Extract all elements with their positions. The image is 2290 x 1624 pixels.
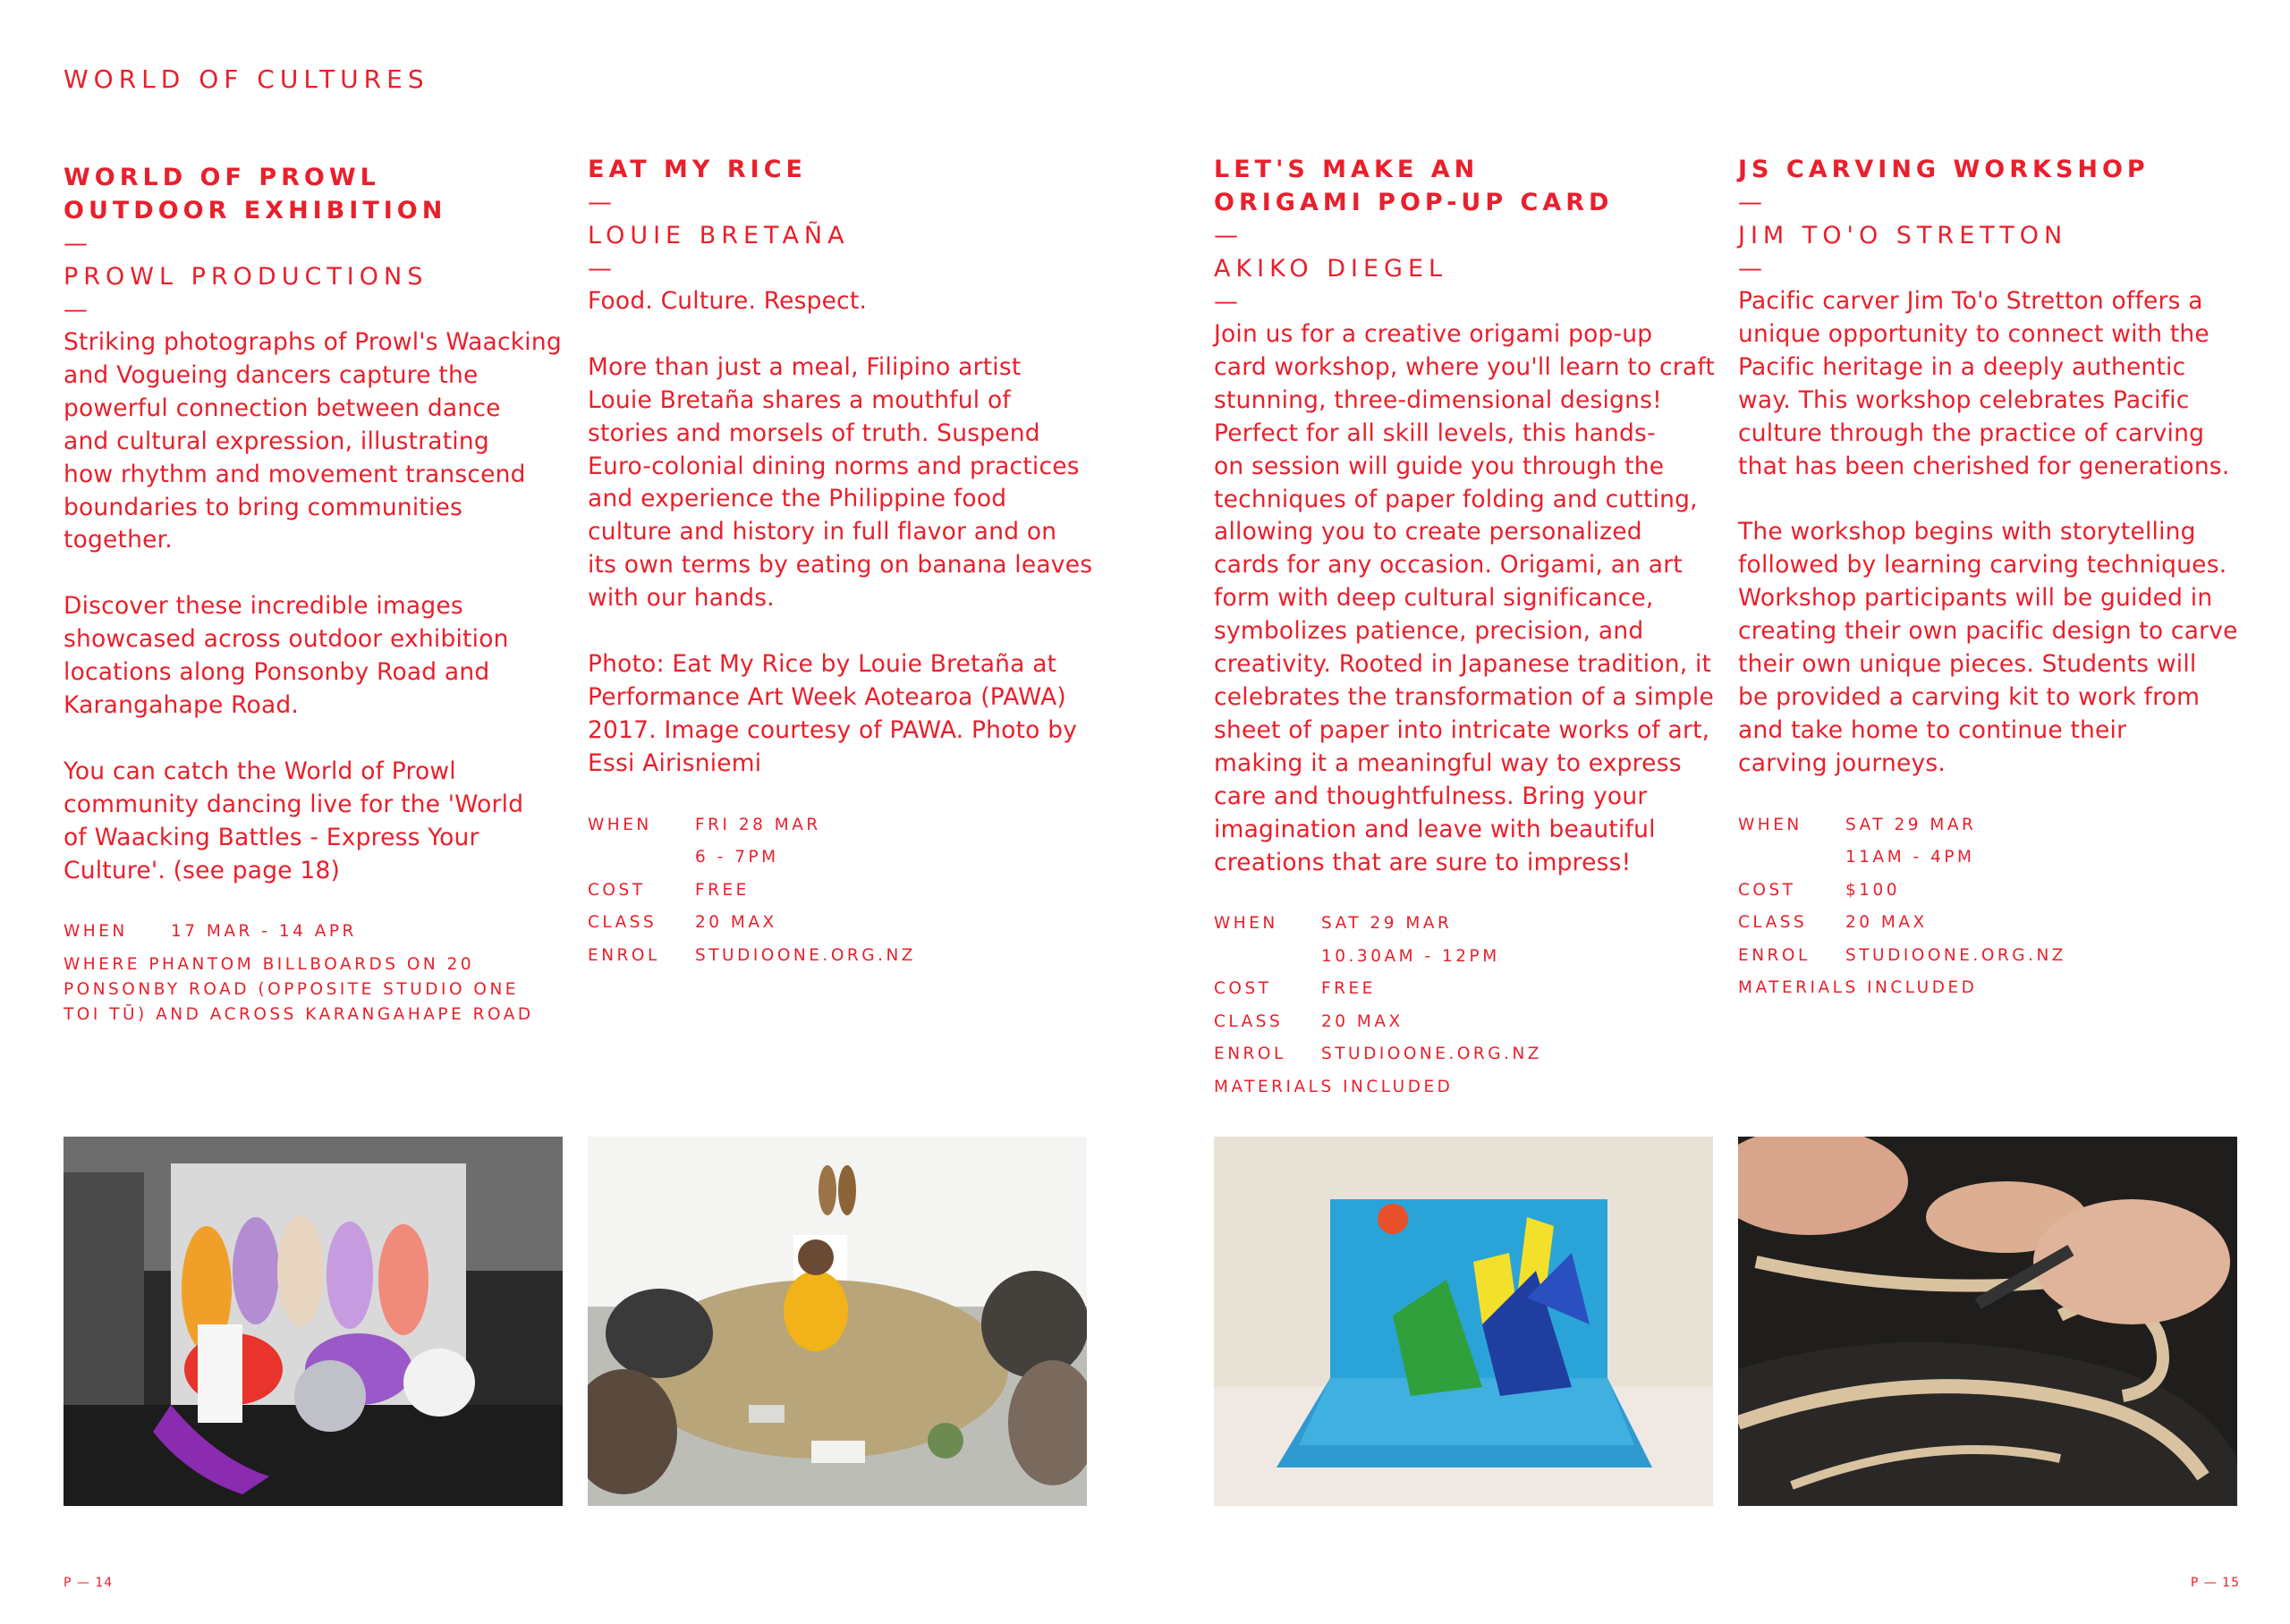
event-eat-my-rice bbox=[588, 153, 1093, 972]
info-value: 20 MAX bbox=[1321, 1011, 1404, 1031]
info-value: FREE bbox=[1321, 979, 1376, 999]
info-label: COST bbox=[588, 880, 646, 900]
event-description: Pacific carver Jim To'o Stretton offers a unique opportunity to connect with the Pacific heritage in a deeply authentic way. This workshop celebrates Pacific culture through the practice of carving that has been cherished for generations. The workshop begins with storytelling followed by learning carving techniques. Workshop participants will be guided in creating their own pacific design to carve their own unique pieces. Students will be provided a carving kit to work from and take home to continue their carving journeys. bbox=[1738, 287, 2238, 777]
page-number-left: P — 14 bbox=[64, 1576, 114, 1590]
info-cost bbox=[1738, 875, 2257, 908]
info-class bbox=[1738, 907, 2257, 940]
info-time bbox=[1214, 941, 1719, 974]
info-label: WHEN bbox=[1214, 914, 1278, 934]
carving-photo bbox=[1738, 1137, 2237, 1506]
info-label: ENROL bbox=[588, 945, 660, 965]
info-when bbox=[1738, 809, 2257, 842]
info-time bbox=[1738, 842, 2257, 875]
event-info bbox=[1214, 908, 1719, 1104]
divider: — bbox=[1214, 222, 1238, 250]
info-label: WHEN bbox=[1738, 815, 1802, 834]
info-class bbox=[588, 907, 1093, 940]
info-label: WHEN bbox=[64, 922, 128, 942]
dancers-photo bbox=[64, 1137, 563, 1506]
event-world-of-prowl bbox=[64, 161, 569, 1028]
info-cost bbox=[1214, 973, 1719, 1006]
info-class bbox=[1214, 1006, 1719, 1039]
divider: — bbox=[588, 189, 612, 216]
divider: — bbox=[588, 255, 612, 283]
event-origami-card bbox=[1214, 153, 1719, 1104]
divider: — bbox=[64, 230, 88, 258]
info-value: 17 MAR - 14 APR bbox=[171, 922, 357, 942]
info-value: 10.30AM - 12PM bbox=[1321, 946, 1500, 966]
info-label: CLASS bbox=[1214, 1011, 1284, 1031]
info-value: FREE bbox=[695, 880, 750, 900]
info-label: COST bbox=[1738, 880, 1796, 900]
event-title: LET'S MAKE AN ORIGAMI POP-UP CARD bbox=[1214, 156, 1614, 216]
info-time bbox=[588, 842, 1093, 875]
info-enrol bbox=[1738, 940, 2257, 973]
event-title: WORLD OF PROWL OUTDOOR EXHIBITION bbox=[64, 164, 447, 224]
event-carving-workshop bbox=[1738, 153, 2257, 1005]
origami-card-photo bbox=[1214, 1137, 1713, 1506]
info-value: 6 - 7PM bbox=[695, 848, 779, 867]
section-title: WORLD OF CULTURES bbox=[64, 64, 429, 94]
materials-note: MATERIALS INCLUDED bbox=[1214, 1077, 1454, 1096]
event-author: JIM TO'O STRETTON bbox=[1738, 222, 2068, 250]
info-label: WHEN bbox=[588, 815, 652, 834]
materials-note: MATERIALS INCLUDED bbox=[1738, 978, 1978, 998]
event-author: AKIKO DIEGEL bbox=[1214, 255, 1448, 283]
event-author: LOUIE BRETAÑA bbox=[588, 222, 850, 250]
info-value: 20 MAX bbox=[695, 913, 777, 933]
info-when bbox=[1214, 908, 1719, 941]
enrol-link[interactable]: STUDIOONE.ORG.NZ bbox=[695, 945, 916, 965]
info-value: FRI 28 MAR bbox=[695, 815, 821, 834]
page-number-right: P — 15 bbox=[2190, 1576, 2240, 1590]
event-title: EAT MY RICE bbox=[588, 156, 807, 183]
info-value: SAT 29 MAR bbox=[1321, 914, 1453, 934]
info-cost bbox=[588, 875, 1093, 908]
divider: — bbox=[1738, 255, 1762, 283]
divider: — bbox=[1738, 189, 1762, 216]
event-author: PROWL PRODUCTIONS bbox=[64, 263, 428, 291]
divider: — bbox=[64, 296, 88, 324]
enrol-link[interactable]: STUDIOONE.ORG.NZ bbox=[1321, 1045, 1542, 1064]
info-value: SAT 29 MAR bbox=[1845, 815, 1977, 834]
event-description: Join us for a creative origami pop-up card workshop, where you'll learn to craft stunning, three-dimensional designs! Perfect for all skill levels, this hands- on session will guide you through the techniques of paper folding and cutting, allowing you to create personalized cards for any occasion. Origami, an art form with deep cultural significance, symbolizes patience, precision, and creativity. Rooted in Japanese tradition, it celebrates the transformation of a simple sheet of paper into intricate works of art, making it a meaningful way to express care and thoughtfulness. Bring your imagination and leave with beautiful creations that are sure to impress! bbox=[1214, 320, 1715, 876]
event-info bbox=[1738, 809, 2257, 1005]
event-description: Striking photographs of Prowl's Waacking and Vogueing dancers capture the powerful connection between dance and cultural expression, illustrating how rhythm and movement transcend boundaries to bring communities together. Discover these incredible images showcased across outdoor exhibition locations along Ponsonby Road and Karangahape Road. You can catch the World of Prowl community dancing live for the 'World of Waacking Battles - Express Your Culture'. (see page 18) bbox=[64, 328, 562, 884]
info-value: $100 bbox=[1845, 880, 1901, 900]
info-label: CLASS bbox=[1738, 913, 1808, 933]
info-label: CLASS bbox=[588, 913, 657, 933]
info-where: WHERE PHANTOM BILLBOARDS ON 20 PONSONBY ROAD (OPPOSITE STUDIO ONE TOI TŪ) AND ACROSS KARANGAHAPE ROAD bbox=[64, 954, 534, 1024]
event-description: Food. Culture. Respect. More than just a meal, Filipino artist Louie Bretaña shares a mouthful of stories and morsels of truth. Suspend Euro-colonial dining norms and practices and experience the Philippine food culture and history in full flavor and on its own terms by eating on banana leaves with our hands. Photo: Eat My Rice by Louie Bretaña at Performance Art Week Aotearoa (PAWA) 2017. Image courtesy of PAWA. Photo by Essi Airisniemi bbox=[588, 287, 1093, 777]
divider: — bbox=[1214, 288, 1238, 316]
info-value: 20 MAX bbox=[1845, 913, 1928, 933]
info-label: ENROL bbox=[1214, 1045, 1286, 1064]
info-value: 11AM - 4PM bbox=[1845, 848, 1975, 867]
event-info bbox=[64, 916, 569, 1028]
event-title: JS CARVING WORKSHOP bbox=[1738, 156, 2150, 183]
info-enrol bbox=[1214, 1038, 1719, 1071]
info-enrol bbox=[588, 940, 1093, 973]
info-when bbox=[588, 809, 1093, 842]
event-info bbox=[588, 809, 1093, 973]
info-when bbox=[64, 916, 569, 949]
enrol-link[interactable]: STUDIOONE.ORG.NZ bbox=[1845, 945, 2066, 965]
info-label: ENROL bbox=[1738, 945, 1811, 965]
info-label: COST bbox=[1214, 979, 1272, 999]
eat-my-rice-photo bbox=[588, 1137, 1087, 1506]
